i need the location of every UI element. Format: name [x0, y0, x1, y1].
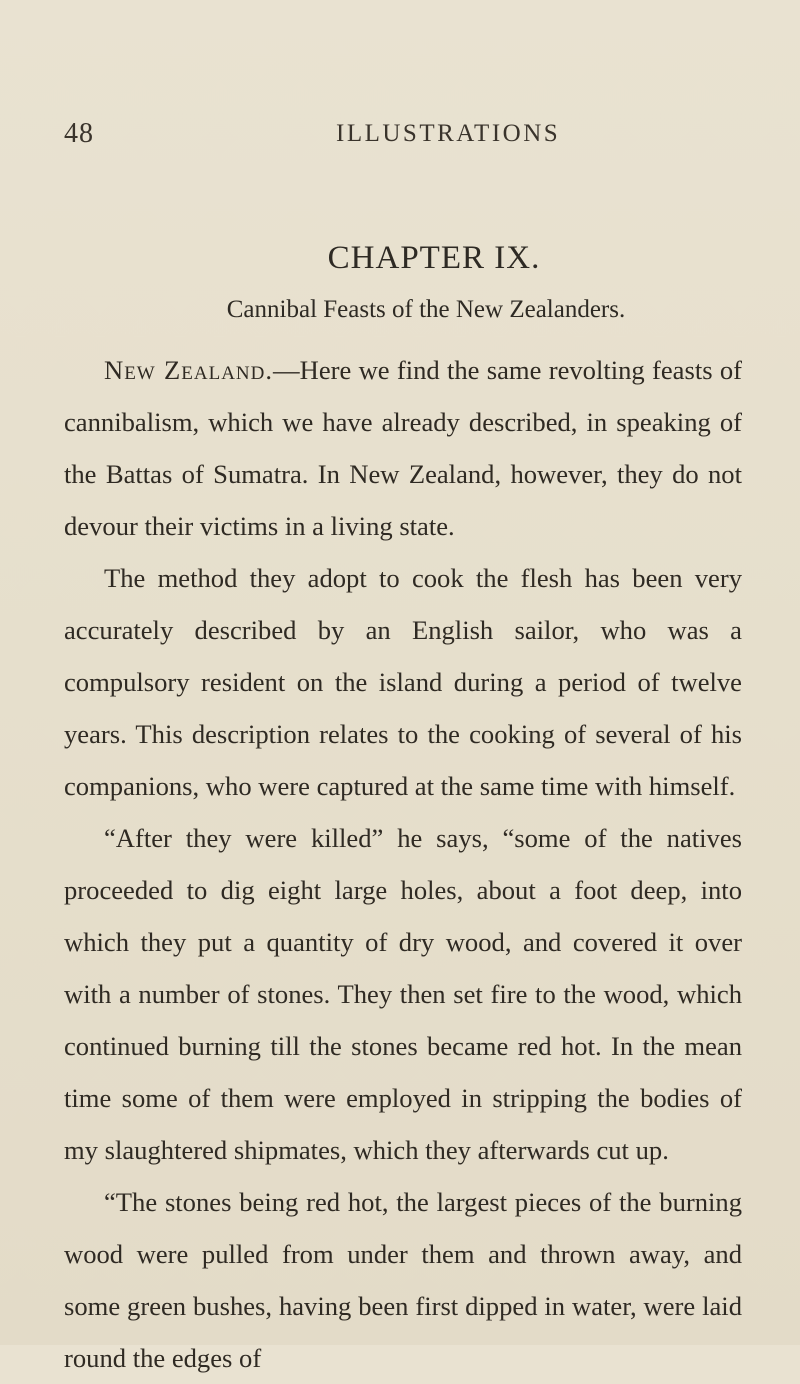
paragraph-text: —Here we find the same revolting feasts of cannibalism, which we have already described, in speaking of the Battas of Sumatra. In New Zealand, however, they do not devour their victims in a living state. — [64, 355, 742, 541]
body-text — [64, 344, 742, 1384]
chapter-heading-text: CHAPTER IX. — [327, 240, 541, 276]
paragraph: The method they adopt to cook the flesh has been very accurately described by an English sailor, who was a compulsory resident on the island during a period of twelve years. This description relates to the cooking of several of his companions, who were captured at the same time with himself. — [64, 563, 742, 801]
paragraph-lead: New Zealand. — [104, 355, 274, 385]
running-title: ILLUSTRATIONS — [336, 120, 561, 147]
page-number: 48 — [64, 118, 94, 149]
paragraph: “After they were killed” he says, “some of the natives proceeded to dig eight large holes, about a foot deep, into which they put a quantity of dry wood, and covered it over with a number of stones. They then set fire to the wood, which continued burning till the stones became red hot. In the mean time some of them were employed in stripping the bodies of my slaughtered shipmates, which they afterwards cut up. — [64, 823, 742, 1165]
chapter-heading — [0, 240, 800, 277]
paragraph — [64, 344, 742, 552]
chapter-subtitle-text: Cannibal Feasts of the New Zealanders. — [226, 296, 626, 323]
paragraph: “The stones being red hot, the largest pieces of the burning wood were pulled from under them and thrown away, and some green bushes, having been first dipped in water, were laid round the edges of — [64, 1187, 742, 1373]
chapter-subtitle — [0, 296, 800, 324]
running-head — [64, 118, 724, 158]
